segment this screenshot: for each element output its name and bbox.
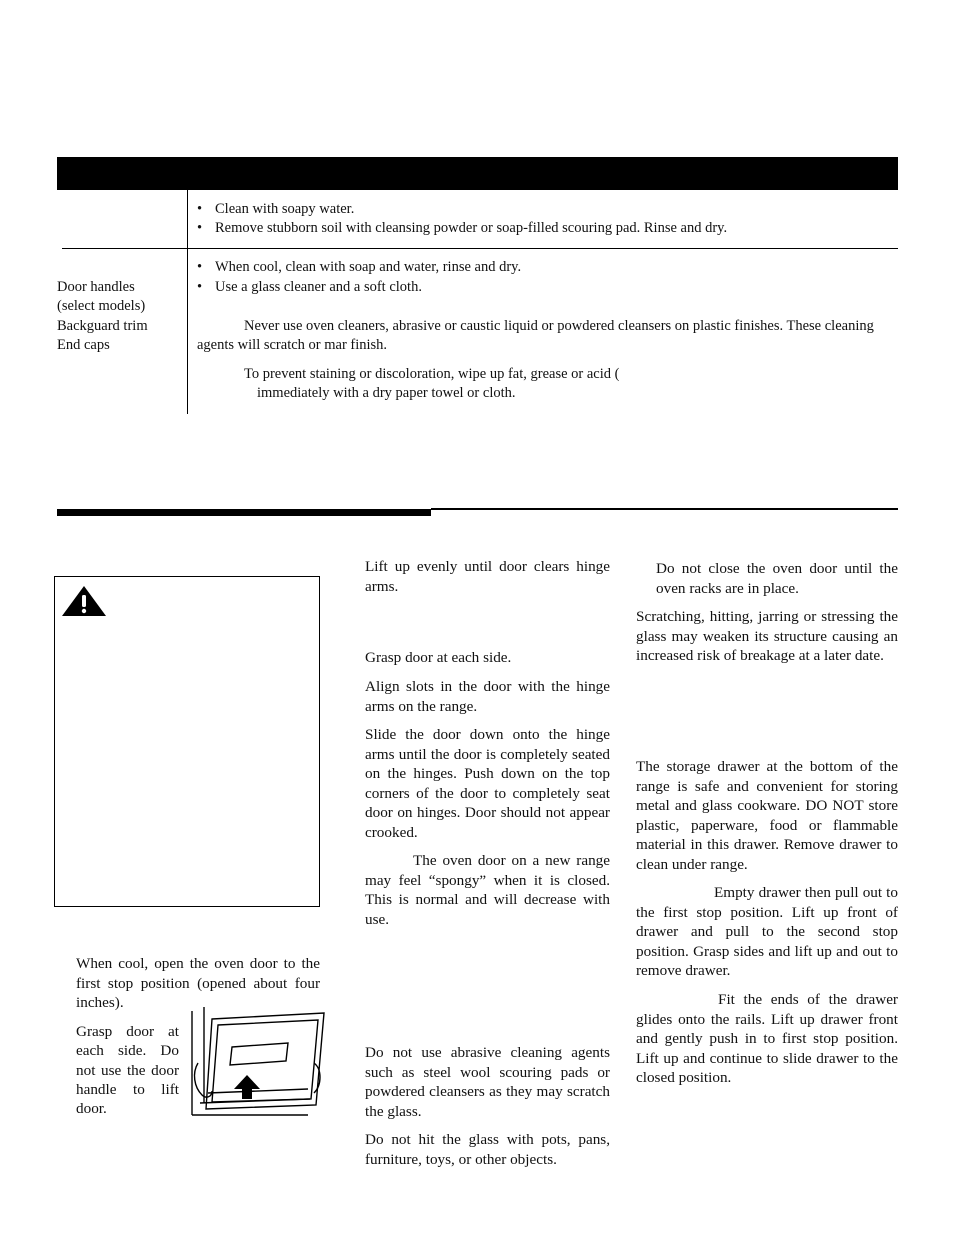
plastic-note-line-2: agents will scratch or mar finish. <box>197 337 388 353</box>
col2-slide-door: Slide the door down onto the hinge arms until the door is completely seated on the hinges. Push down on the top corners of the door to completely seat door on hinges. Door should not appear crooked. <box>365 726 610 841</box>
col2-lift-door: Lift up evenly until door clears hinge arms. <box>365 558 610 595</box>
warning-triangle-icon <box>61 585 107 617</box>
label-door-handles: Door handles <box>57 279 135 295</box>
warning-box <box>54 576 320 907</box>
staining-note-line-2: immediately with a dry paper towel or cloth. <box>257 385 516 401</box>
col3-oven-racks-note: Do not close the oven door until the oven racks are in place. <box>656 560 898 597</box>
table-row-divider <box>62 248 898 249</box>
col2-grasp-door: Grasp door at each side. <box>365 649 512 666</box>
section-rule-thin <box>431 508 898 510</box>
col3-remove-drawer: Empty drawer then pull out to the first stop position. Lift up front of drawer and pull to the second stop position. Grasp sides and lift up and out to remove drawer. <box>636 884 898 979</box>
plastic-note-line-1: Never use oven cleaners, abrasive or caustic liquid or powdered cleansers on plastic finishes. These cleaning <box>244 318 874 334</box>
col2-spongy-note: The oven door on a new range may feel “spongy” when it is closed. This is normal and will decrease with use. <box>365 852 610 928</box>
label-select-models: (select models) <box>57 298 146 314</box>
row1-bullet-1: • Clean with soapy water. <box>197 201 355 217</box>
col1-paragraph-2: Grasp door at each side. Do not use the door handle to lift door. <box>76 1023 179 1118</box>
col2-do-not-hit-glass: Do not hit the glass with pots, pans, furniture, toys, or other objects. <box>365 1131 610 1168</box>
table-header-bar <box>57 157 898 190</box>
row1-bullet-2: • Remove stubborn soil with cleansing powder or soap-filled scouring pad. Rinse and dry. <box>197 220 728 236</box>
col2-align-slots: Align slots in the door with the hinge arms on the range. <box>365 678 610 715</box>
table-column-divider <box>187 190 188 414</box>
label-backguard-trim: Backguard trim <box>57 318 148 334</box>
label-end-caps: End caps <box>57 337 110 353</box>
staining-note-line-1: To prevent staining or discoloration, wipe up fat, grease or acid ( <box>244 366 620 382</box>
col3-replace-drawer: Fit the ends of the drawer glides onto the rails. Lift up drawer front and gently push in to first stop position. Lift up and continue to slide drawer to the closed position. <box>636 991 898 1086</box>
row2-bullet-1: • When cool, clean with soap and water, rinse and dry. <box>197 259 522 275</box>
col3-glass-stress: Scratching, hitting, jarring or stressing the glass may weaken its structure causing an increased risk of breakage at a later date. <box>636 608 898 664</box>
oven-door-removal-illustration <box>190 1003 330 1117</box>
section-rule-thick <box>57 509 431 516</box>
row2-bullet-2: • Use a glass cleaner and a soft cloth. <box>197 279 422 295</box>
col2-abrasive-warning: Do not use abrasive cleaning agents such as steel wool scouring pads or powdered cleansers as they may scratch the glass. <box>365 1044 610 1120</box>
col3-storage-drawer: The storage drawer at the bottom of the range is safe and convenient for storing metal and glass cookware. DO NOT store plastic, paperware, food or flammable material in this drawer. Remove drawer to clean under range. <box>636 758 898 873</box>
col1-paragraph-1: When cool, open the oven door to the first stop position (opened about four inches). <box>76 955 320 1011</box>
